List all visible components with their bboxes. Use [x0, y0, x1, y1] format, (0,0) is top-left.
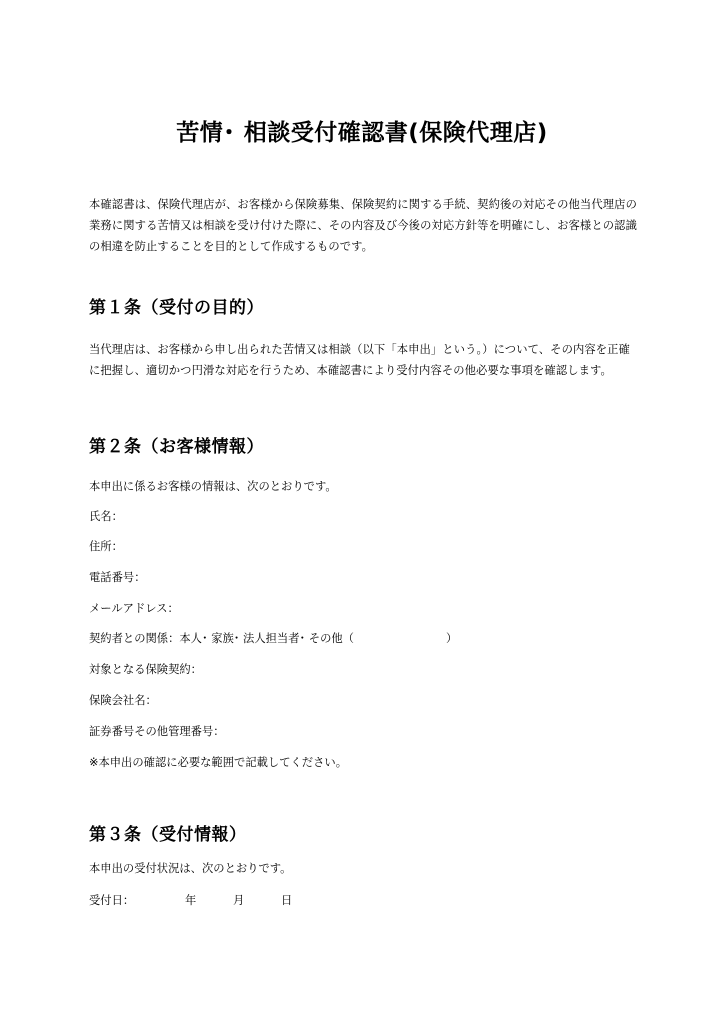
article-1-heading: 第１条（受付の目的）	[89, 298, 264, 318]
article-3-intro: 本申出の受付状況は、次のとおりです。	[89, 862, 292, 875]
receipt-date-row	[89, 892, 292, 910]
field-phone-label: 電話番号：	[89, 571, 146, 584]
field-relation-row	[89, 630, 457, 648]
field-email-label: メールアドレス：	[89, 602, 179, 615]
article-2-note: ※本申出の確認に必要な範囲で記載してください。	[89, 756, 347, 769]
article-2-intro: 本申出に係るお客様の情報は、次のとおりです。	[89, 480, 337, 493]
receipt-date-label: 受付日：	[89, 894, 135, 907]
receipt-date-year: 年	[185, 894, 197, 907]
article-1-body: 当代理店は、お客様から申し出られた苦情又は相談（以下「本申出」という。）について、その内容を正確に把握し、適切かつ円滑な対応を行うため、本確認書により受付内容その他必要な事項を確認します。	[89, 343, 630, 377]
receipt-date-day: 日	[281, 894, 293, 907]
receipt-date-month: 月	[233, 894, 245, 907]
field-insurer-label: 保険会社名：	[89, 694, 157, 707]
field-name-label: 氏名：	[89, 510, 123, 523]
document-title: 苦情･ 相談受付確認書(保険代理店)	[176, 120, 548, 146]
article-2-heading: 第２条（お客様情報）	[89, 437, 264, 457]
field-policy-number-label: 証券番号その他管理番号：	[89, 725, 225, 738]
article-3-heading: 第３条（受付情報）	[89, 825, 247, 845]
field-address-label: 住所：	[89, 540, 123, 553]
field-relation-close: ）	[445, 632, 458, 645]
field-contract-label: 対象となる保険契約：	[89, 663, 202, 676]
field-relation-label: 契約者との関係：本人･ 家族･ 法人担当者･ その他（	[89, 632, 354, 645]
intro-paragraph: 本確認書は、保険代理店が、お客様から保険募集、保険契約に関する手続、契約後の対応その他当代理店の業務に関する苦情又は相談を受け付けた際に、その内容及び今後の対応方針等を明確にし、お客様との認識の相違を防止することを目的として作成するものです。	[89, 198, 637, 253]
